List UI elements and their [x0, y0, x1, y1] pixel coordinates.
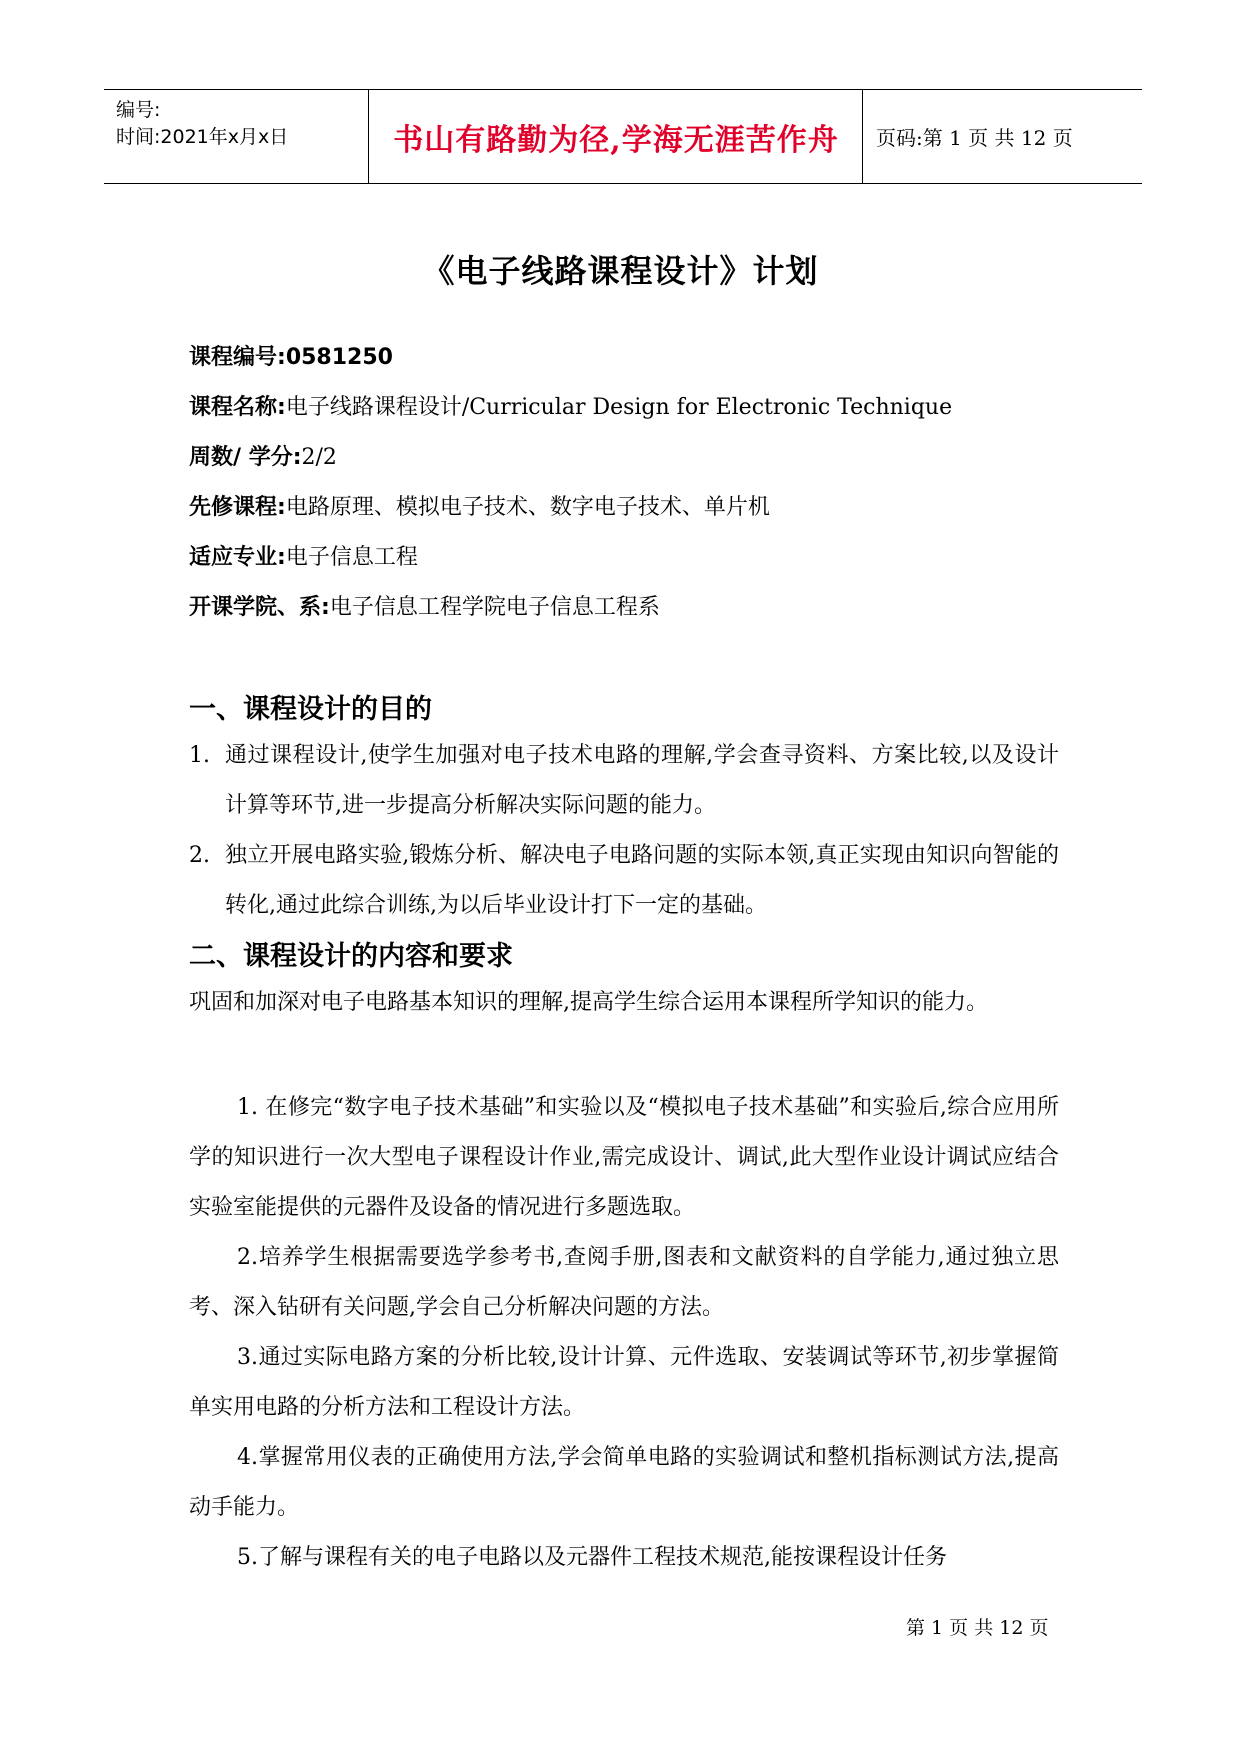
meta-prerequisites [189, 490, 770, 521]
page-header [104, 89, 1142, 184]
meta-prereq-value: 电路原理、模拟电子技术、数字电子技术、单片机 [285, 495, 770, 520]
meta-dept-key: 开课学院、系: [189, 595, 330, 620]
meta-weeks-key: 周数/ 学分: [189, 445, 302, 470]
meta-major-key: 适应专业: [189, 545, 286, 570]
section2-intro: 巩固和加深对电子电路基本知识的理解,提高学生综合运用本课程所学知识的能力。 [189, 990, 988, 1015]
meta-weeks-value: 2/2 [301, 445, 337, 470]
section1-item-text: 独立开展电路实验,锻炼分析、解决电子电路问题的实际本领,真正实现由知识向智能的转化,通过此综合训练,为以后毕业设计打下一定的基础。 [225, 843, 1059, 918]
meta-prereq-key: 先修课程: [189, 495, 286, 520]
section1-item-text: 通过课程设计,使学生加强对电子技术电路的理解,学会查寻资料、方案比较,以及设计计算等环节,进一步提高分析解决实际问题的能力。 [225, 743, 1059, 818]
meta-course-code-value: 0581250 [285, 345, 393, 370]
meta-department [189, 590, 660, 621]
meta-course-name-value: 电子线路课程设计/Curricular Design for Electronic Technique [285, 395, 953, 420]
section2-heading: 二、课程设计的内容和要求 [189, 941, 513, 972]
section2-paragraph: 2.培养学生根据需要选学参考书,查阅手册,图表和文献资料的自学能力,通过独立思考、深入钻研有关问题,学会自己分析解决问题的方法。 [189, 1245, 1059, 1320]
page-footer: 第 1 页 共 12 页 [906, 1617, 1049, 1639]
header-left-cell [104, 90, 369, 183]
meta-course-name-key: 课程名称: [189, 395, 286, 420]
section1-item-number: 2. [189, 843, 210, 868]
header-motto: 书山有路勤为径,学海无涯苦作舟 [370, 90, 863, 183]
document-title: 《电子线路课程设计》计划 [422, 252, 819, 290]
meta-course-name [189, 390, 952, 421]
section2-paragraph: 1. 在修完“数字电子技术基础”和实验以及“模拟电子技术基础”和实验后,综合应用所学的知识进行一次大型电子课程设计作业,需完成设计、调试,此大型作业设计调试应结合实验室能提供的元器件及设备的情况进行多题选取。 [189, 1095, 1059, 1220]
header-number-label: 编号: [116, 99, 161, 121]
section2-paragraph: 5.了解与课程有关的电子电路以及元器件工程技术规范,能按课程设计任务 [237, 1545, 947, 1570]
section1-item-number: 1. [189, 743, 210, 768]
section1-heading: 一、课程设计的目的 [189, 694, 432, 725]
meta-course-code [189, 340, 393, 371]
header-time-label: 时间:2021年x月x日 [116, 126, 289, 148]
meta-major-value: 电子信息工程 [285, 545, 418, 570]
meta-dept-value: 电子信息工程学院电子信息工程系 [329, 595, 660, 620]
meta-major [189, 540, 418, 571]
meta-course-code-key: 课程编号: [189, 345, 286, 370]
header-page-cell [864, 90, 1142, 183]
header-page-label: 页码:第 1 页 共 12 页 [876, 126, 1073, 150]
section1-item [189, 831, 1059, 931]
meta-weeks-credits [189, 440, 337, 471]
section2-paragraph: 4.掌握常用仪表的正确使用方法,学会简单电路的实验调试和整机指标测试方法,提高动手能力。 [189, 1445, 1059, 1520]
section2-paragraph: 3.通过实际电路方案的分析比较,设计计算、元件选取、安装调试等环节,初步掌握简单实用电路的分析方法和工程设计方法。 [189, 1345, 1059, 1420]
section1-item [189, 731, 1059, 831]
